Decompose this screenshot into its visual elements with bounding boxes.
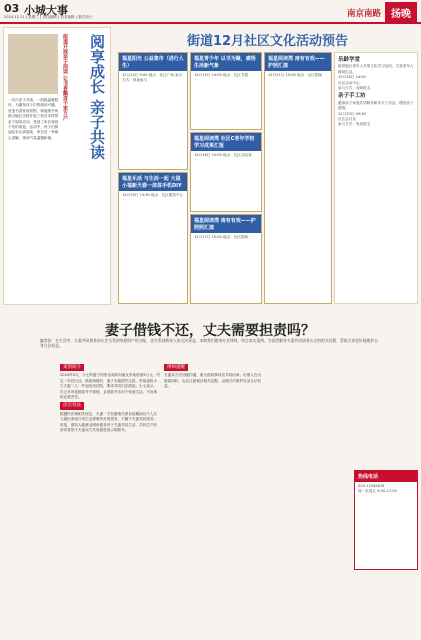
section-badge: 法官说法 — [60, 402, 84, 409]
article-col-3 — [268, 362, 350, 632]
event-body: 组织辖区老年人开展文化学习活动，丰富老年人精神生活。 — [338, 64, 414, 74]
event-box-title: 福星阅读湾 南有有戏——护照汇演 — [265, 53, 331, 71]
page-header — [0, 0, 421, 24]
section-name: 小城大事 — [24, 4, 68, 17]
feature-photo — [8, 34, 58, 94]
article-lead: 编者按：在生活中，夫妻共同债务的认定关系到家庭财产的分配，也关系到债权人的合法权益。本期我们邀请专业律师，结合真实案例，为读者解答夫妻共同债务认定的相关问题，帮助大家更好地维护自身合法权益。 — [40, 338, 378, 349]
events-column — [334, 52, 418, 304]
event-box-title: 福星乐活 与生活一起 大福小福新天春一体体手机DIY — [119, 173, 187, 191]
issue-meta: 2024.12.11 | 星期三 | 责任编辑 | 美术编辑 | 版式设计 — [4, 15, 93, 19]
article-col-1 — [60, 362, 160, 632]
event-join: 参与方式：电话报名 — [338, 122, 371, 127]
article-paragraph: 根据民法典相关规定，夫妻一方在婚姻关系存续期间以个人名义超出家庭日常生活需要所负的债务，不属于夫妻共同债务；但是，债权人能够证明该债务用于夫妻共同生活、共同生产经营或者基于夫妻双方共同意思表示的除外。 — [60, 411, 158, 433]
event-box-body: 12月15日 14:00 地点：社区书屋 — [194, 73, 249, 77]
article-paragraph: 夫妻双方应加强沟通，重大借款事项应共同协商；出借人在出借款项时，也应注意留存相关证据，以便日后维护自身合法权益。 — [164, 373, 262, 389]
event-box-title: 福星阳光 公益集市（进行人生） — [119, 53, 187, 71]
article-title: 妻子借钱不还，丈夫需要担责吗？ — [105, 323, 315, 339]
contact-phone: 025-12345678 — [358, 484, 385, 488]
event-box-title: 福星阅读湾 南有有戏——护照照汇演 — [191, 215, 261, 233]
section-badge: 案情简介 — [60, 364, 84, 371]
top-title: 街道12月社区文化活动预告 — [186, 34, 349, 49]
paper-logo: 扬晚 — [385, 2, 417, 22]
page-number: 03 — [4, 2, 20, 15]
event-title: 乐龄学堂 — [338, 57, 361, 63]
event-box-title: 福星阅读湾 社区C老年学校学习成果汇报 — [191, 133, 261, 151]
contact-box — [354, 470, 418, 570]
event-box-2 — [190, 52, 262, 130]
event-body: 邀请亲子家庭共同制作新年手工作品，增进亲子感情。 — [338, 100, 414, 111]
section-badge: 律师提醒 — [164, 364, 188, 371]
feature-title: 阅享成长 亲子共读 — [88, 34, 106, 160]
event-box-5 — [118, 172, 188, 304]
event-box-3 — [190, 132, 262, 212]
contact-hours: 周一至周五 9:00-17:00 — [358, 489, 397, 494]
event-box-body: 12月16日 10:00 地点：社区活动室 — [194, 153, 252, 157]
contact-title: 热线电话 — [355, 471, 417, 482]
article-paragraph: 2024年5月，小王的妻子因资金周转向朋友李某借款5万元，约定一年后归还。借款到期后，妻子未能按约还款，李某遂将小王夫妻二人一并起诉至法院，要求共同归还借款。小王表示，自己对该笔借款并不知情，且借款并未用于家庭生活，不应承担还款责任。 — [60, 373, 160, 400]
event-address: 社区活动中心 — [338, 80, 360, 85]
event-box-body: 12月21日 15:00 地点：社区剧场 — [268, 73, 323, 77]
event-box-1 — [118, 52, 188, 170]
article-col-2 — [164, 362, 264, 632]
event-box-body: 12月19日 13:30 地点：社区服务中心 — [122, 193, 184, 197]
event-time: 12月18日 14:00 — [338, 75, 366, 80]
event-join: 参与方式：现场报名 — [338, 86, 371, 91]
event-time: 12月20日 09:30 — [338, 111, 366, 116]
event-box-body: 12月14日 9:00 地点：社区广场 参与方式：现场参与 — [122, 73, 183, 83]
event-box-4 — [190, 214, 262, 304]
feature-subtitle: 街道开展亲子阅读 让书香飘进千家万户 — [62, 34, 68, 121]
event-box-body: 12月17日 15:00 地点：社区剧场 — [194, 235, 249, 239]
event-title: 亲子手工坊 — [338, 93, 366, 100]
feature-block — [3, 27, 111, 305]
event-box-title: 福星青少年 以书为聚，感悟生活新气象 — [191, 53, 261, 71]
feature-body: 一次次亲子共读，一段段温暖陪伴。为激发孩子们的阅读兴趣，营造书香家庭氛围，街道图书角联合辖区学校开展了形式多样的亲子阅读活动，受到了家长和孩子们的欢迎，活动中，孩子们捧起绘本认真阅读，家长在一旁耐心讲解，现场气氛温馨和谐。 — [8, 98, 59, 140]
event-box-6 — [264, 52, 332, 304]
city-title: 南京南路 — [346, 9, 381, 19]
event-address: 社区会议室 — [338, 117, 356, 122]
